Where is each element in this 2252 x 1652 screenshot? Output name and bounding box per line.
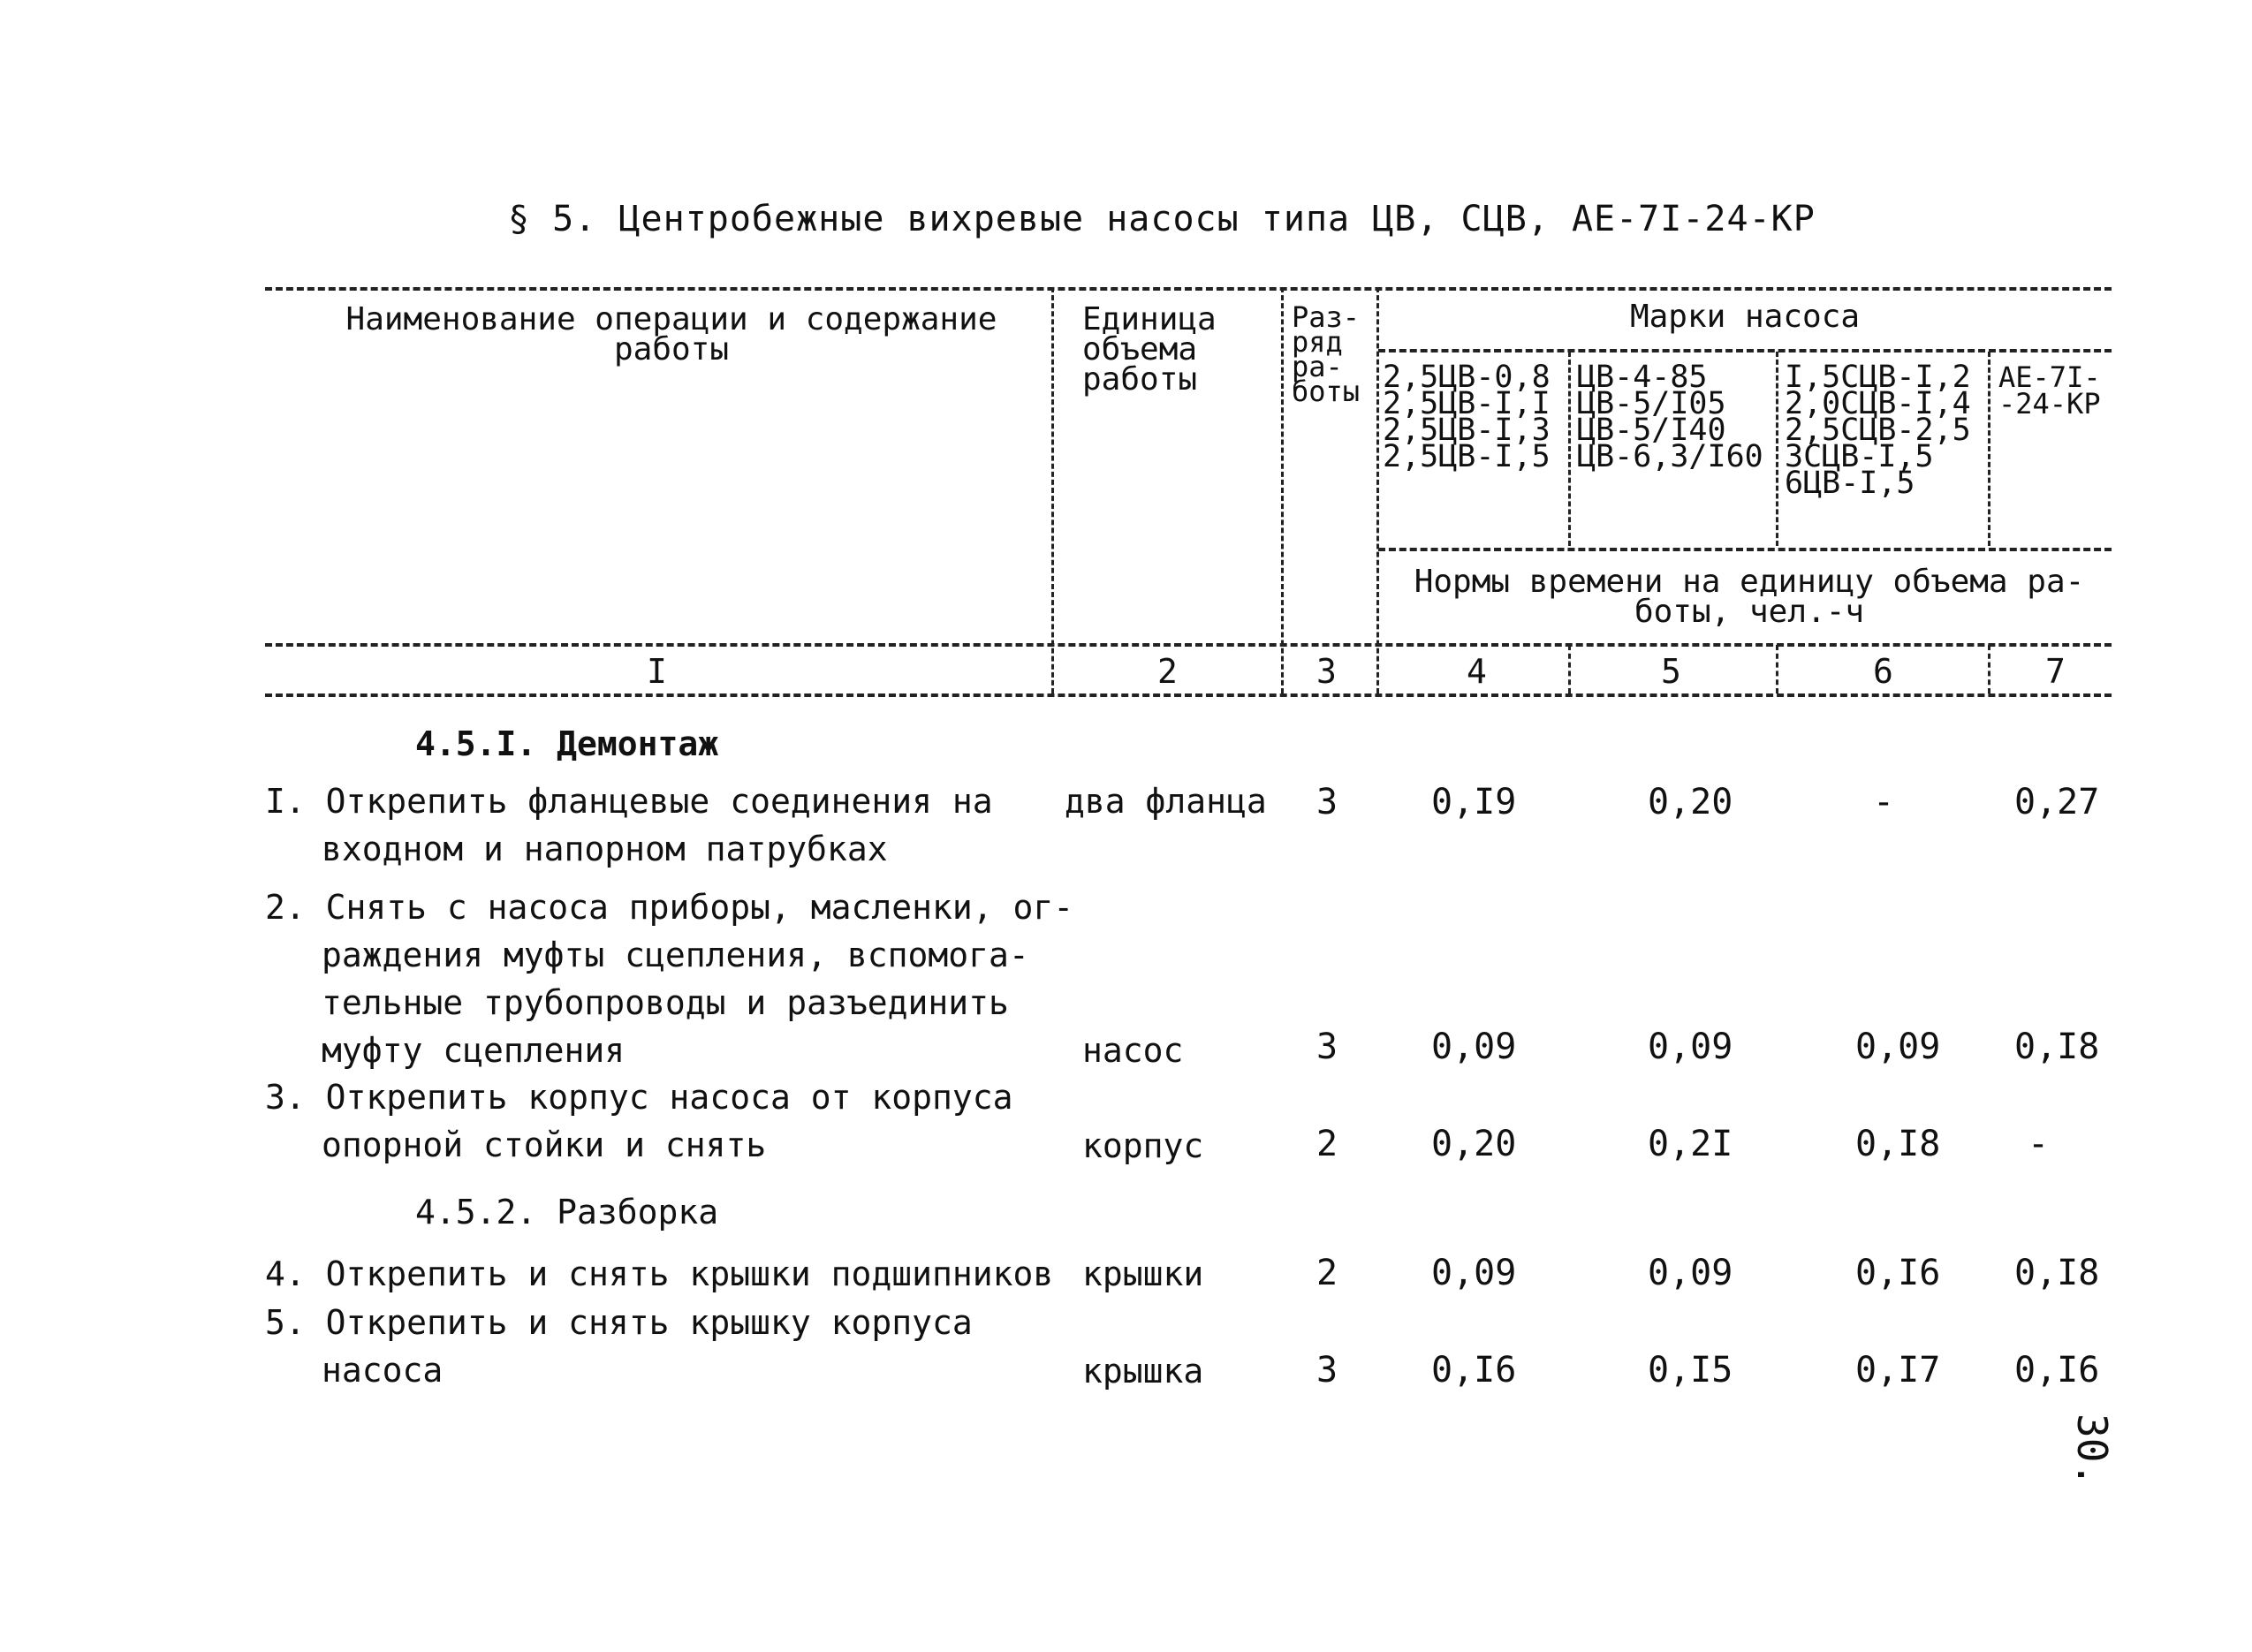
operation-line: муфту сцепления [322,1031,626,1070]
operation-line: входном и напорном патрубках [322,830,888,868]
header-unit-line: объема [1082,331,1198,368]
column-number: I [647,652,667,691]
brand-name: ЦВ-5/I05 [1577,386,1726,421]
row-value-col6: 0,09 [1855,1027,1941,1067]
row-value-col5: 0,I5 [1648,1350,1733,1391]
row-value-col7: 0,I8 [2014,1027,2100,1067]
row-unit: корпус [1082,1126,1204,1165]
column-divider-2 [1281,287,1284,693]
brand-name: I,5СЦВ-I,2 [1785,360,1971,395]
row-value-col6: 0,I7 [1855,1350,1941,1391]
brand-name: ЦВ-5/I40 [1577,413,1726,448]
brand-name: 2,5ЦВ-I,I [1383,386,1551,421]
brands-rule [1378,349,2112,352]
row-operation-text [265,883,1073,1074]
row-value-col7: 0,I6 [2014,1350,2100,1391]
header-unit-line: Единица [1082,301,1217,337]
row-unit: насос [1082,1031,1184,1070]
column-divider-3 [1376,287,1379,693]
header-brands-label: Марки насоса [1629,299,1861,335]
brand-name: 6ЦВ-I,5 [1785,466,1915,501]
page-title: § 5. Центробежные вихревые насосы типа ЦВ, СЦВ, АЕ-7I-24-КР [508,199,1816,239]
header-bottom-rule [265,643,2112,647]
operation-line: насоса [322,1351,444,1390]
row-operation-text [265,1299,973,1394]
brand-group-3 [1785,360,1971,501]
header-grade-line: ряд [1292,325,1343,359]
operation-line: тельные трубопроводы и разъединить [322,983,1009,1022]
brand-group-4 [1998,360,2101,421]
colnum-divider-6 [1988,645,1990,693]
brand-name: ЦВ-6,3/I60 [1577,439,1763,474]
section-heading: 4.5.I. Демонтаж [415,724,719,763]
row-value-col4: 0,I9 [1431,782,1517,822]
brand-name: ЦВ-4-85 [1577,360,1708,395]
brand-name: 2,5СЦВ-2,5 [1785,413,1971,448]
column-number: 5 [1661,652,1681,691]
column-divider-1 [1051,287,1054,693]
brand-divider-3 [1988,352,1990,546]
operation-line: 2. Снять с насоса приборы, масленки, ог- [265,888,1074,927]
row-value-col6: 0,I8 [1855,1124,1941,1164]
row-operation-text [265,777,993,873]
brand-group-1 [1383,360,1551,474]
row-operation-text [265,1073,1012,1169]
row-value-col7: 0,27 [2014,782,2100,822]
row-grade: 2 [1316,1253,1338,1293]
row-operation-text [265,1250,1053,1298]
header-norms-line: Нормы времени на единицу объема ра- [1414,564,2085,600]
operation-line: 5. Открепить и снять крышку корпуса [265,1303,973,1342]
norms-rule [1378,548,2112,551]
row-unit: два фланца [1065,782,1267,821]
brand-divider-2 [1776,352,1778,546]
header-grade-line: Раз- [1292,300,1361,334]
column-number: 7 [2045,652,2066,691]
header-unit [1082,301,1217,398]
row-value-col4: 0,09 [1431,1253,1517,1293]
page-number: 30. [2068,1413,2116,1488]
column-number: 3 [1316,652,1337,691]
column-numbers-rule [265,693,2112,697]
brand-name: 2,5ЦВ-I,5 [1383,439,1551,474]
row-value-col4: 0,09 [1431,1027,1517,1067]
row-grade: 2 [1316,1124,1338,1164]
column-number: 4 [1467,652,1487,691]
header-grade-line: боты [1292,375,1361,408]
brand-group-2 [1577,360,1763,474]
row-value-col4: 0,20 [1431,1124,1517,1164]
row-value-col6: 0,I6 [1855,1253,1941,1293]
operation-line: 4. Открепить и снять крышки подшипников [265,1254,1054,1293]
operation-line: 3. Открепить корпус насоса от корпуса [265,1078,1013,1117]
row-unit: крышка [1082,1352,1204,1391]
brand-name: 2,5ЦВ-I,3 [1383,413,1551,448]
row-grade: 3 [1316,782,1338,822]
header-grade [1292,300,1361,408]
section-heading: 4.5.2. Разборка [415,1193,719,1231]
header-operation-line: работы [613,331,730,368]
row-value-col5: 0,2I [1648,1124,1733,1164]
colnum-divider-4 [1568,645,1571,693]
brand-name: 3СЦВ-I,5 [1785,439,1934,474]
row-value-col5: 0,20 [1648,782,1733,822]
brand-divider-1 [1568,352,1571,546]
row-value-col5: 0,09 [1648,1027,1733,1067]
brand-name: -24-КР [1998,387,2101,421]
operation-line: раждения муфты сцепления, вспомога- [322,936,1029,974]
header-norms-line: боты, чел.-ч [1634,594,1865,630]
header-operation-line: Наименование операции и содержание [345,301,997,337]
brand-name: АЕ-7I- [1998,360,2101,394]
row-value-col5: 0,09 [1648,1253,1733,1293]
operation-line: I. Открепить фланцевые соединения на [265,782,993,821]
header-grade-line: ра- [1292,350,1343,383]
row-grade: 3 [1316,1350,1338,1391]
row-value-col4: 0,I6 [1431,1350,1517,1391]
column-number: 6 [1873,652,1893,691]
row-grade: 3 [1316,1027,1338,1067]
brand-name: 2,0СЦВ-I,4 [1785,386,1971,421]
header-unit-line: работы [1082,361,1198,398]
row-value-col6: - [1873,782,1895,822]
table-top-rule [265,287,2112,291]
header-norms-label [1387,564,2112,630]
header-operation [318,301,1025,368]
row-unit: крышки [1082,1254,1204,1293]
colnum-divider-5 [1776,645,1778,693]
column-number: 2 [1157,652,1178,691]
operation-line: опорной стойки и снять [322,1125,767,1164]
brand-name: 2,5ЦВ-0,8 [1383,360,1551,395]
row-value-col7: - [2028,1124,2050,1164]
row-value-col7: 0,I8 [2014,1253,2100,1293]
